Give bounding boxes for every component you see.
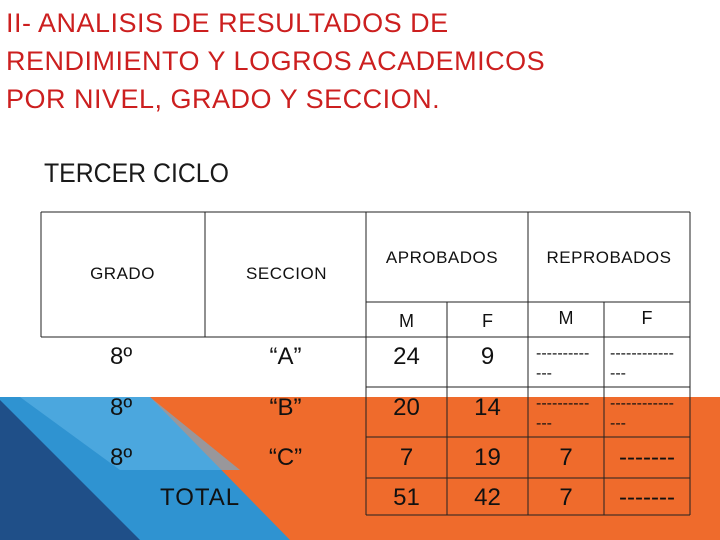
total-reprobados-m: 7 [559, 484, 573, 511]
subtitle: TERCER CICLO [44, 158, 229, 188]
total-label: TOTAL [160, 484, 241, 511]
row-a-reprobados-f-line2: --- [610, 365, 626, 382]
slide-title [6, 4, 706, 118]
row-b-grado: 8º [110, 394, 133, 421]
row-b-reprobados-m-line1: ---------- [536, 395, 590, 412]
row-a-reprobados-f-line1: ------------ [610, 345, 674, 362]
row-a-reprobados-m [536, 344, 589, 384]
row-b-reprobados-f-line1: ------------ [610, 395, 674, 412]
row-c-reprobados-m: 7 [559, 444, 573, 471]
row-b-aprobados-m: 20 [393, 394, 420, 421]
title-line-2: RENDIMIENTO Y LOGROS ACADEMICOS [6, 46, 546, 76]
title-line-1: II- ANALISIS DE RESULTADOS DE [6, 8, 449, 38]
subheader-reprobados-m: M [558, 308, 574, 328]
total-aprobados-m: 51 [393, 484, 420, 511]
row-b-seccion: “B” [269, 394, 302, 421]
subheader-aprobados-f: F [482, 311, 493, 331]
title-line-3: POR NIVEL, GRADO Y SECCION. [6, 84, 441, 114]
row-b-reprobados-f [610, 394, 674, 434]
total-aprobados-f: 42 [474, 484, 501, 511]
row-c-reprobados-f: ------- [619, 444, 675, 471]
row-c-grado: 8º [110, 444, 133, 471]
row-a-aprobados-m: 24 [393, 343, 420, 370]
subheader-aprobados-m: M [399, 311, 414, 331]
row-b-reprobados-m [536, 394, 589, 434]
row-c-seccion: “C” [268, 444, 303, 471]
row-b-reprobados-m-line2: --- [536, 415, 552, 432]
row-a-reprobados-m-line2: --- [536, 365, 552, 382]
row-b-reprobados-f-line2: --- [610, 415, 626, 432]
row-a-grado: 8º [110, 343, 133, 370]
row-c-aprobados-m: 7 [399, 444, 414, 471]
header-grado: GRADO [90, 264, 155, 283]
subheader-reprobados-f: F [641, 308, 653, 328]
header-seccion: SECCION [246, 264, 327, 283]
header-reprobados: REPROBADOS [546, 248, 672, 267]
row-a-aprobados-f: 9 [480, 343, 495, 370]
row-a-reprobados-f [610, 344, 674, 384]
total-reprobados-f: ------- [619, 484, 675, 511]
row-a-seccion: “A” [269, 343, 302, 370]
row-c-aprobados-f: 19 [474, 444, 501, 471]
row-a-reprobados-m-line1: ---------- [536, 345, 590, 362]
row-b-aprobados-f: 14 [474, 394, 501, 421]
header-aprobados: APROBADOS [385, 248, 499, 267]
